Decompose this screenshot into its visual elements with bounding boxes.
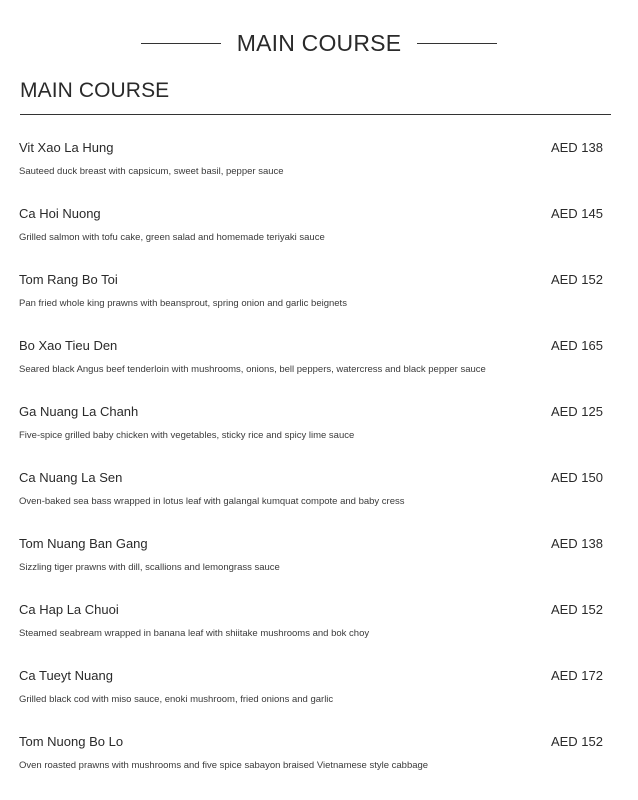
menu-item-price: AED 172 — [550, 668, 603, 683]
menu-item-description: Grilled black cod with miso sauce, enoki mushroom, fried onions and garlic — [19, 694, 334, 705]
menu-item-description: Five-spice grilled baby chicken with vegetables, sticky rice and spicy lime sauce — [19, 430, 355, 441]
page-title: MAIN COURSE — [236, 30, 402, 56]
menu-item — [19, 733, 603, 799]
menu-item-description: Seared black Angus beef tenderloin with mushrooms, onions, bell peppers, watercress and black pepper sauce — [19, 364, 486, 375]
menu-item — [19, 337, 603, 403]
menu-item-price: AED 138 — [550, 140, 603, 155]
menu-item-name: Ca Hap La Chuoi — [19, 602, 119, 617]
menu-item — [19, 205, 603, 271]
menu-item-price: AED 165 — [550, 338, 603, 353]
menu-item — [19, 271, 603, 337]
menu-item — [19, 403, 603, 469]
menu-item-price: AED 152 — [550, 602, 603, 617]
menu-item-description: Oven-baked sea bass wrapped in lotus leaf with galangal kumquat compote and baby cress — [19, 496, 405, 507]
menu-item-price: AED 152 — [550, 734, 603, 749]
menu-item-description: Grilled salmon with tofu cake, green salad and homemade teriyaki sauce — [19, 232, 325, 243]
menu-item — [19, 139, 603, 205]
menu-item-name: Ga Nuang La Chanh — [19, 404, 139, 419]
menu-item — [19, 601, 603, 667]
menu-item-price: AED 145 — [550, 206, 603, 221]
menu-item-name: Vit Xao La Hung — [19, 140, 114, 155]
menu-item-description: Steamed seabream wrapped in banana leaf with shiitake mushrooms and bok choy — [19, 628, 370, 639]
menu-item-description: Sizzling tiger prawns with dill, scallions and lemongrass sauce — [19, 562, 280, 573]
menu-item-name: Tom Nuong Bo Lo — [19, 734, 124, 749]
section-divider — [20, 114, 611, 115]
menu-item-name: Ca Tueyt Nuang — [19, 668, 113, 683]
menu-item-description: Pan fried whole king prawns with beansprout, spring onion and garlic beignets — [19, 298, 347, 309]
menu-item-name: Tom Nuang Ban Gang — [19, 536, 148, 551]
menu-item-name: Ca Hoi Nuong — [19, 206, 101, 221]
section-title: MAIN COURSE — [20, 79, 170, 102]
menu-item-price: AED 150 — [550, 470, 603, 485]
menu-item-name: Bo Xao Tieu Den — [19, 338, 118, 353]
menu-item-price: AED 125 — [550, 404, 603, 419]
menu-list — [19, 139, 603, 799]
menu-item-name: Tom Rang Bo Toi — [19, 272, 118, 287]
menu-item — [19, 469, 603, 535]
menu-item-price: AED 152 — [550, 272, 603, 287]
menu-item — [19, 535, 603, 601]
menu-item — [19, 667, 603, 733]
menu-item-description: Oven roasted prawns with mushrooms and five spice sabayon braised Vietnamese style cabbage — [19, 760, 429, 771]
menu-item-name: Ca Nuang La Sen — [19, 470, 123, 485]
menu-item-description: Sauteed duck breast with capsicum, sweet basil, pepper sauce — [19, 166, 284, 177]
page-header — [0, 28, 638, 60]
header-divider-right — [417, 43, 497, 44]
menu-item-price: AED 138 — [550, 536, 603, 551]
